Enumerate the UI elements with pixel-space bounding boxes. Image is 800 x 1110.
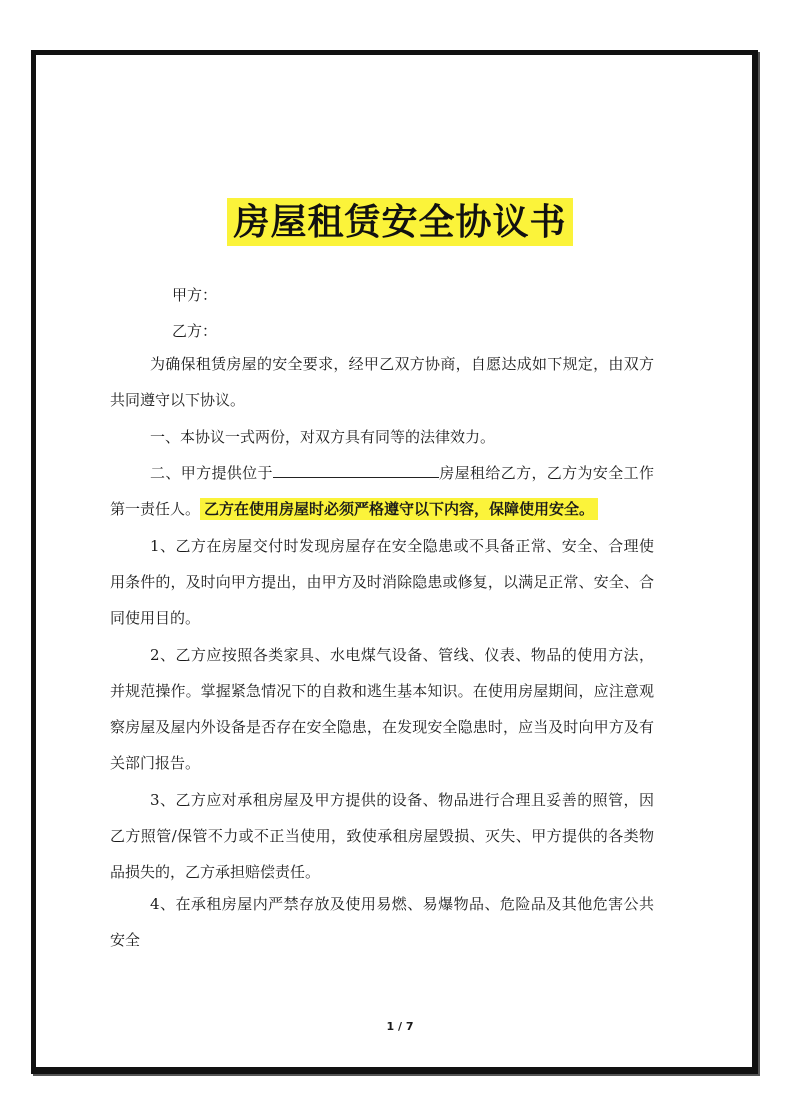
clause-2-suffix: 房屋租给乙方，乙方为安全工作第一责任人。 (110, 464, 654, 518)
item-1: 1、乙方在房屋交付时发现房屋存在安全隐患或不具备正常、安全、合理使用条件的，及时向甲方提出，由甲方及时消除隐患或修复，以满足正常、安全、合同使用目的。 (110, 537, 654, 627)
clause-1: 一、本协议一式两份，对双方具有同等的法律效力。 (150, 428, 496, 446)
page-number: 1 / 7 (386, 1020, 414, 1033)
intro-paragraph: 为确保租赁房屋的安全要求，经甲乙双方协商，自愿达成如下规定，由双方共同遵守以下协议。 (110, 355, 654, 409)
item-4: 4、在承租房屋内严禁存放及使用易燃、易爆物品、危险品及其他危害公共安全 (110, 895, 654, 949)
address-blank-line[interactable] (273, 463, 439, 478)
item-3: 3、乙方应对承租房屋及甲方提供的设备、物品进行合理且妥善的照管，因乙方照管/保管不力或不正当使用，致使承租房屋毁损、灭失、甲方提供的各类物品损失的，乙方承担赔偿责任。 (110, 791, 654, 881)
title-container (0, 198, 800, 246)
party-a-label: 甲方： (172, 286, 218, 304)
party-b-label: 乙方： (172, 322, 218, 340)
item-2: 2、乙方应按照各类家具、水电煤气设备、管线、仪表、物品的使用方法，并规范操作。掌握紧急情况下的自救和逃生基本知识。在使用房屋期间，应注意观察房屋及屋内外设备是否存在安全隐患，在发现安全隐患时，应当及时向甲方及有关部门报告。 (110, 646, 654, 772)
clause-2 (110, 455, 654, 527)
clause-2-prefix: 二、甲方提供位于 (150, 464, 273, 482)
document-title: 房屋租赁安全协议书 (227, 198, 572, 246)
clause-2-highlight: 乙方在使用房屋时必须严格遵守以下内容，保障使用安全。 (200, 498, 598, 520)
